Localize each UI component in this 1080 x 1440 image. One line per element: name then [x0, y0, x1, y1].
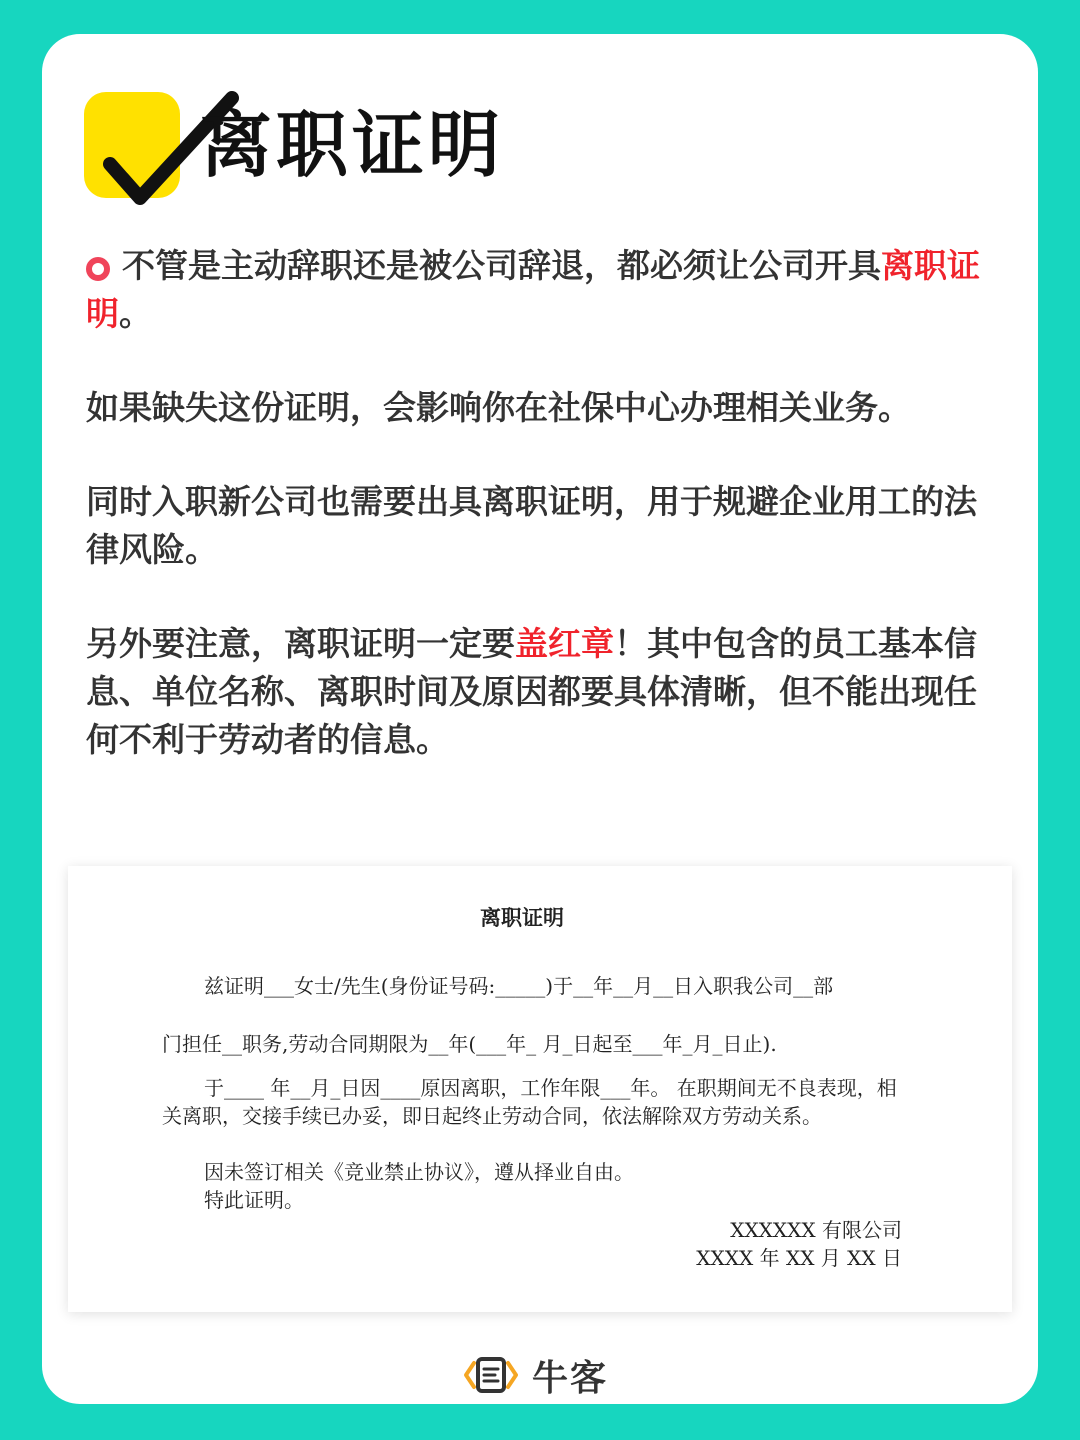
highlight-text: 离职证明 — [86, 246, 980, 333]
certificate-title: 离职证明 — [480, 905, 564, 930]
intro-text — [86, 242, 998, 810]
intro-paragraph-4: 另外要注意，离职证明一定要盖红章！其中包含的员工基本信息、单位名称、离职时间及原因都要具体清晰，但不能出现任何不利于劳动者的信息。 — [86, 624, 977, 759]
intro-paragraph-3: 同时入职新公司也需要出具离职证明，用于规避企业用工的法律风险。 — [86, 482, 977, 569]
check-badge — [84, 92, 180, 198]
certificate-company: XXXXXX 有限公司 — [730, 1218, 902, 1242]
page-title: 离职证明 — [200, 103, 505, 187]
certificate-paragraph-3: 因未签订相关《竞业禁止协议》，遵从择业自由。 — [204, 1160, 634, 1184]
niuke-logo-icon — [462, 1353, 520, 1397]
intro-paragraph-1: 不管是主动辞职还是被公司辞退，都必须让公司开具离职证明。 — [86, 246, 980, 333]
certificate-paragraph-4: 特此证明。 — [204, 1188, 304, 1212]
certificate-sample — [68, 866, 1012, 1312]
certificate-line-1: 兹证明___女士/先生(身份证号码:_____)于__年__月__日入职我公司__部 — [204, 974, 834, 998]
circle-icon — [86, 257, 110, 281]
intro-paragraph-2: 如果缺失这份证明，会影响你在社保中心办理相关业务。 — [86, 388, 911, 427]
certificate-line-2: 门担任__职务,劳动合同期限为__年(___年_ 月_日起至___年_月_日止). — [162, 1032, 777, 1056]
content-card — [42, 34, 1038, 1404]
certificate-paragraph-2: 于____ 年__月_日因____原因离职，工作年限___年。 在职期间无不良表现，相关离职，交接手续已办妥，即日起终止劳动合同，依法解除双方劳动关系。 — [162, 1076, 897, 1128]
brand-name: 牛客 — [532, 1357, 609, 1399]
certificate-date: XXXX 年 XX 月 XX 日 — [696, 1246, 902, 1270]
footer-brand — [462, 1350, 608, 1400]
highlight-text: 盖红章 — [515, 624, 614, 663]
